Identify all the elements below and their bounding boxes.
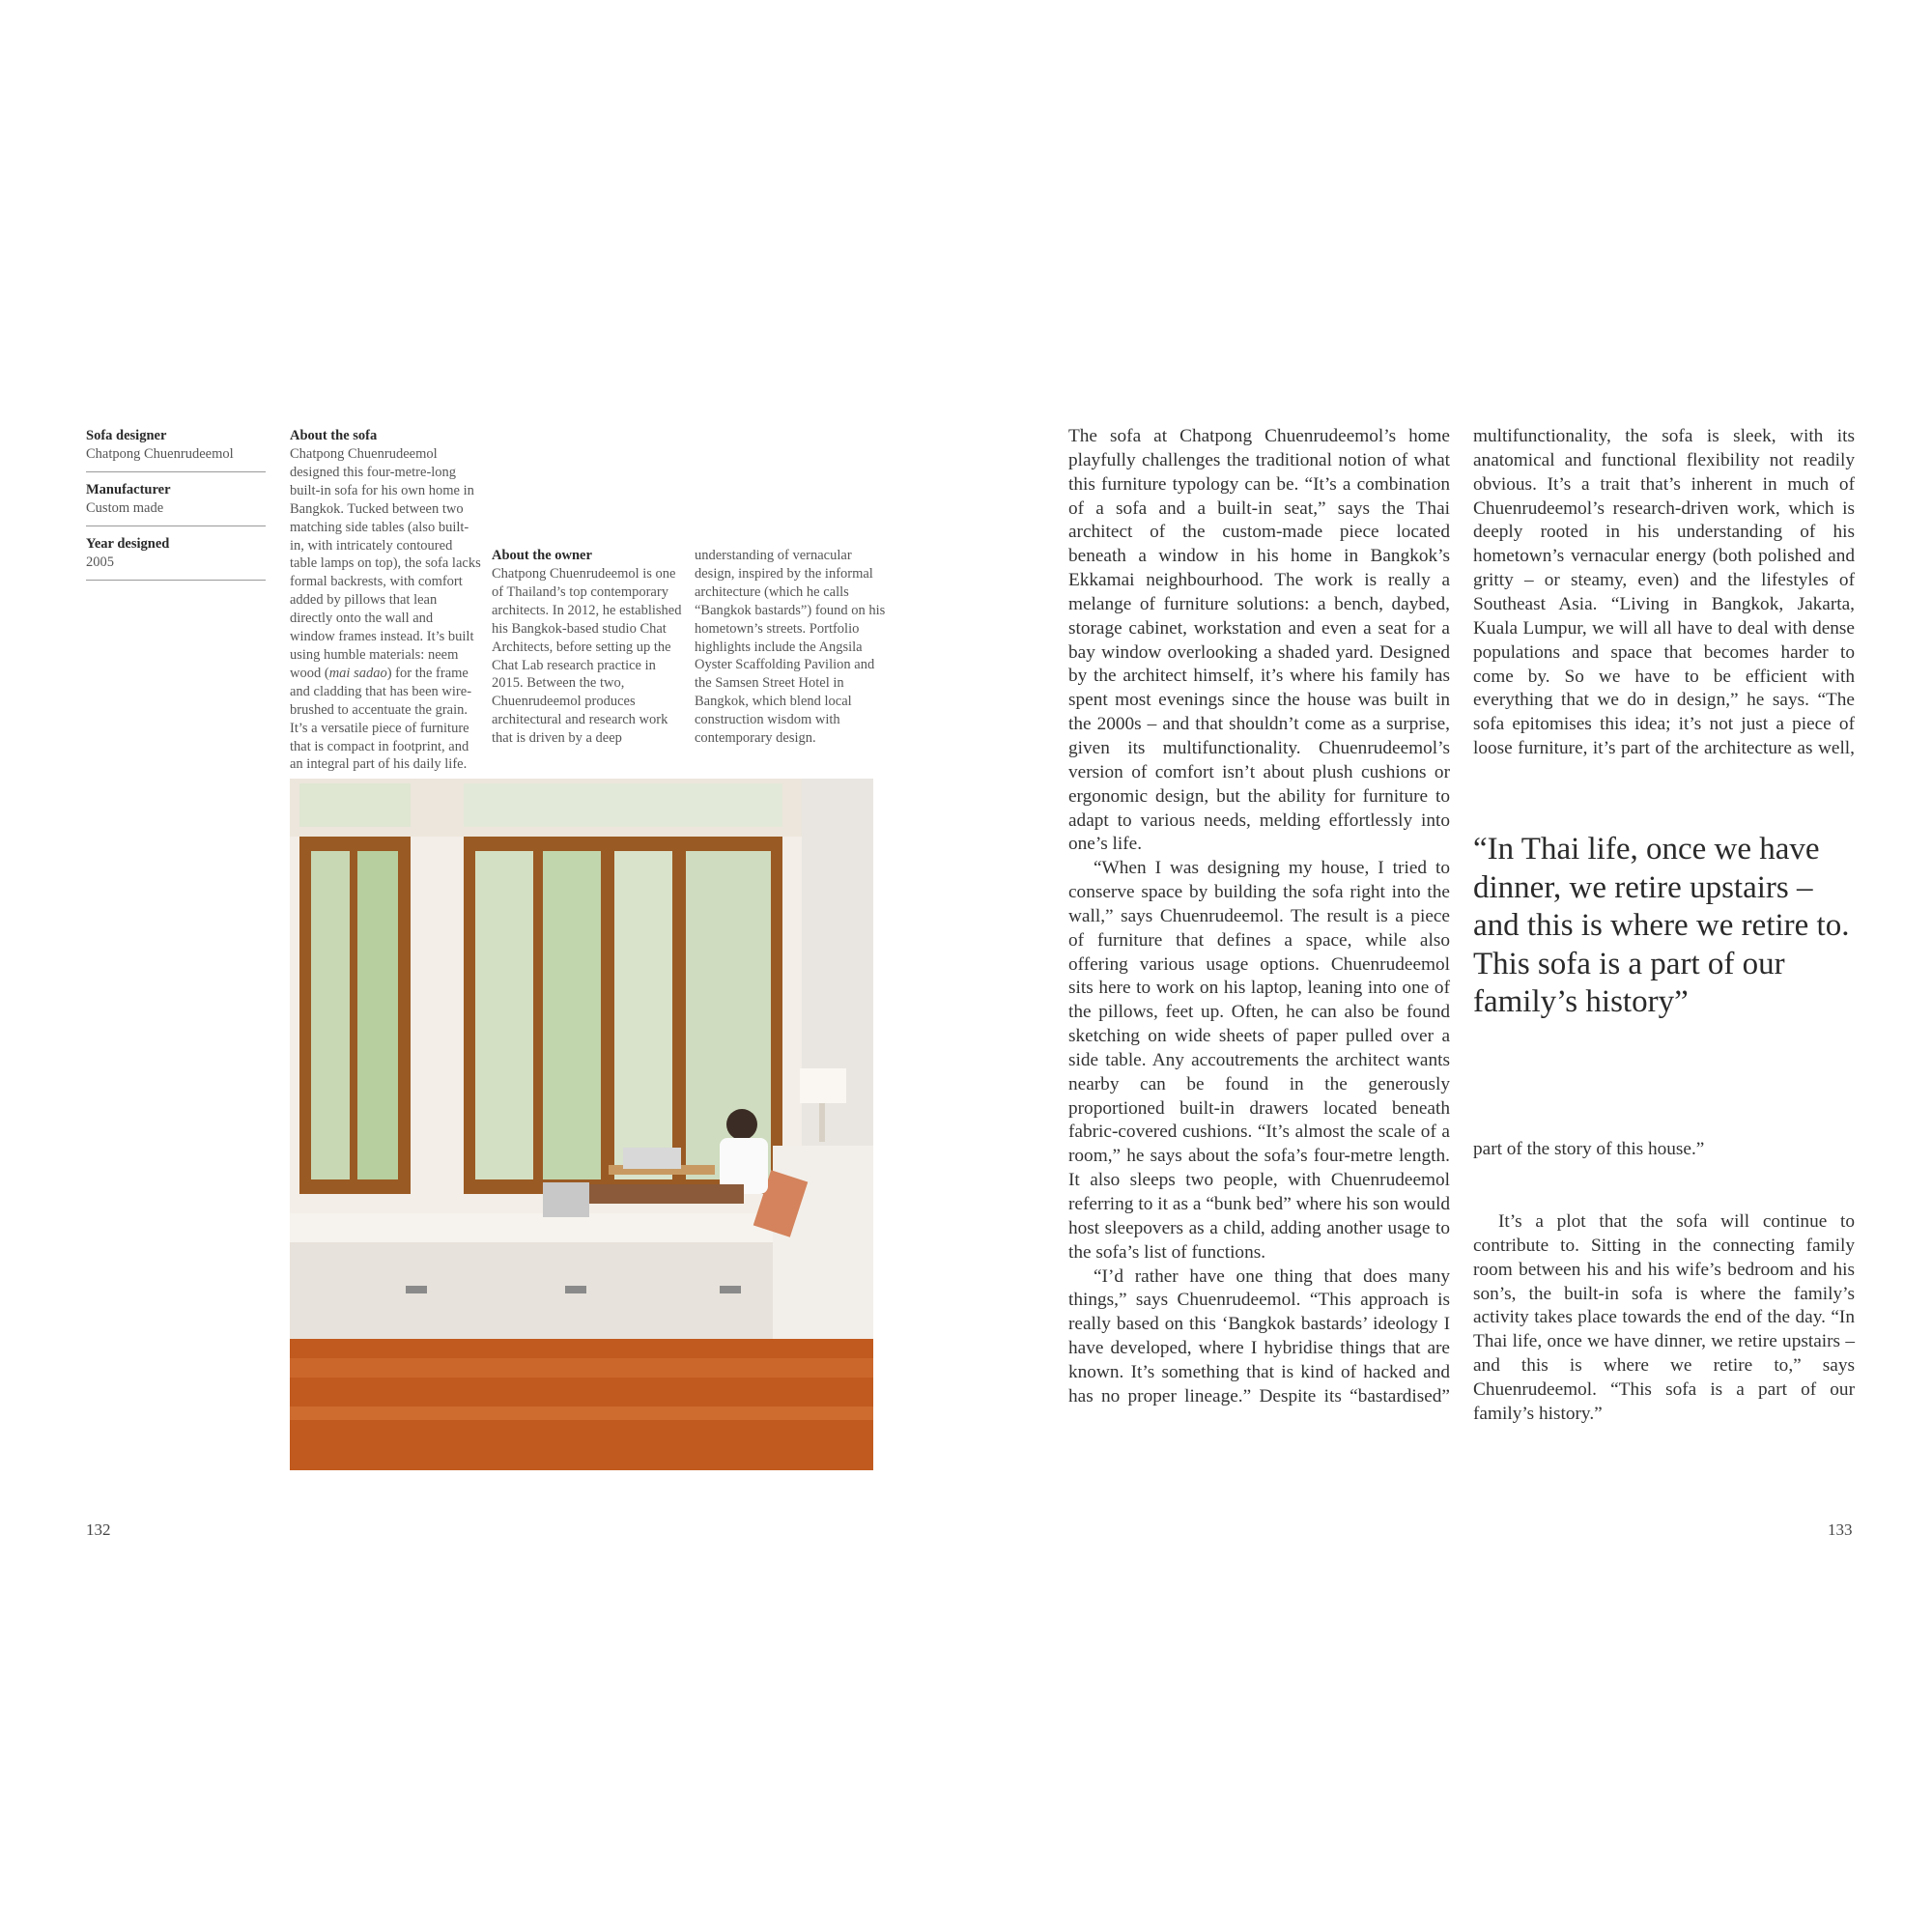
- meta-label: Year designed: [86, 536, 170, 552]
- sofa-meta: [86, 427, 266, 589]
- meta-manufacturer: [86, 481, 266, 526]
- meta-value: Custom made: [86, 500, 164, 516]
- article-paragraph-text: “I’d rather have one thing that does many things,” says Chuenrudeemol. “This approach is really based on this ‘Bangkok bastards’ ideology I have developed, where I hybridise things that are known. It’s something that is kind of hacked and has no proper lineage.” Despite its “bastardised”: [1068, 1265, 1450, 1406]
- about-sofa-italic: mai sadao: [328, 665, 387, 681]
- about-owner-section: [492, 547, 886, 750]
- article-column-1: [1068, 425, 1450, 1408]
- article-paragraph-text: part of the story of this house.”: [1473, 1138, 1705, 1159]
- about-owner-heading: About the owner: [492, 548, 592, 563]
- article-paragraph: It’s a plot that the sofa will continue to contribute to. Sitting in the connecting family room between his and his wife’s bedroom and his son’s, the built-in sofa is where the family’s activity takes place towards the end of the day. “In Thai life, once we have dinner, we retire upstairs – and this is where we retire to,” says Chuenrudeemol. “This sofa is a part of our family’s history.”: [1473, 1211, 1855, 1424]
- article-continuation: [1473, 425, 1855, 761]
- meta-label: Sofa designer: [86, 428, 167, 443]
- about-sofa-text-part: Chatpong Chuenrudeemol designed this four-metre-long built-in sofa for his own home in Bangkok. Tucked between two matching side tables (also built-in, with intricately contoured table lamps on top), the sofa lacks formal backrests, with comfort added by pillows that lean directly onto the wall and window frames instead. It’s built using humble materials: neem wood (: [290, 446, 481, 681]
- article-paragraph: “When I was designing my house, I tried to conserve space by building the sofa right into the wall,” says Chuenrudeemol. The result is a piece of furniture that defines a space, while also offering various usage options. Chuenrudeemol sits here to work on his laptop, leaning into one of the pillows, feet up. Often, he can also be found sketching on wide sheets of paper pulled over a side table. Any accoutrements the architect wants nearby can be found in the generously proportioned built-in drawers located beneath fabric-covered cushions. “It’s almost the scale of a room,” he says about the sofa’s four-metre length. It also sleeps two people, with Chuenrudeemol referring to it as a “bunk bed” where his son would host sleepovers as a child, adding another usage to the sofa’s list of functions.: [1068, 858, 1450, 1263]
- article-paragraph: [1473, 1138, 1855, 1210]
- about-sofa-text: [290, 445, 481, 774]
- meta-year: [86, 535, 266, 581]
- about-sofa-heading: About the sofa: [290, 428, 378, 443]
- meta-designer: [86, 427, 266, 472]
- article-paragraph-text: multifunctionality, the sofa is sleek, with its anatomical and functional flexibility not readily obvious. It’s a trait that’s inherent in much of Chuenrudeemol’s research-driven work, which is deeply rooted in his understanding of his hometown’s vernacular energy (both polished and gritty – or steamy, even) and the lifestyles of Southeast Asia. “Living in Bangkok, Jakarta, Kuala Lumpur, we will all have to deal with dense populations and space that becomes harder to come by. So we have to be efficient with everything that we do in design,” he says. “The sofa epitomises this idea; it’s not just a piece of loose furniture, it’s part of the architecture as well,: [1473, 426, 1855, 759]
- article-paragraph: The sofa at Chatpong Chuenrudeemol’s home playfully challenges the traditional notion of what this furniture typology can be. “It’s a combination of a sofa and a built-in seat,” says the Thai architect of the custom-made piece located beneath a window in his home in Bangkok’s Ekkamai neighbourhood. The work is really a melange of furniture solutions: a bench, daybed, storage cabinet, workstation and even a seat for a bay window overlooking a shaded yard. Designed by the architect himself, it’s where his family has spent most evenings since the house was built in the 2000s – and that shouldn’t come as a surprise, given its multifunctionality. Chuenrudeemol’s version of comfort isn’t about plush cushions or ergonomic design, but the ability for furniture to adapt to various needs, melding effortlessly into one’s life.: [1068, 426, 1450, 855]
- meta-value: 2005: [86, 554, 114, 570]
- article-column-2-bottom: [1473, 1138, 1855, 1427]
- page-number-left: 132: [86, 1520, 111, 1539]
- page-number-right: 133: [1828, 1520, 1853, 1539]
- meta-label: Manufacturer: [86, 482, 171, 497]
- about-sofa-section: [290, 427, 481, 789]
- pull-quote: “In Thai life, once we have dinner, we retire upstairs – and this is where we retire to. This sofa is a part of our family’s history”: [1473, 832, 1850, 1019]
- meta-value: Chatpong Chuenrudeemol: [86, 446, 234, 462]
- about-sofa-text-part: ) for the frame and cladding that has been wire-brushed to accentuate the grain. It’s a versatile piece of furniture that is compact in footprint, and an integral part of his daily life.: [290, 665, 472, 773]
- article-column-2-top: [1473, 425, 1855, 761]
- article-paragraph: [1068, 1265, 1450, 1408]
- sofa-photo-illustration: [290, 779, 873, 1470]
- about-owner-text: Chatpong Chuenrudeemol is one of Thailand’s top contemporary architects. In 2012, he established his Bangkok-based studio Chat Architects, before setting up the Chat Lab research practice in 2015. Between the two, Chuenrudeemol produces architectural and research work that is driven by a deep understanding of vernacular design, inspired by the informal architecture (which he calls “Bangkok bastards”) found on his hometown’s streets. Portfolio highlights include the Angsila Oyster Scaffolding Pavilion and the Samsen Street Hotel in Bangkok, which blend local construction wisdom with contemporary design.: [492, 548, 886, 747]
- sofa-photo: [290, 779, 873, 1470]
